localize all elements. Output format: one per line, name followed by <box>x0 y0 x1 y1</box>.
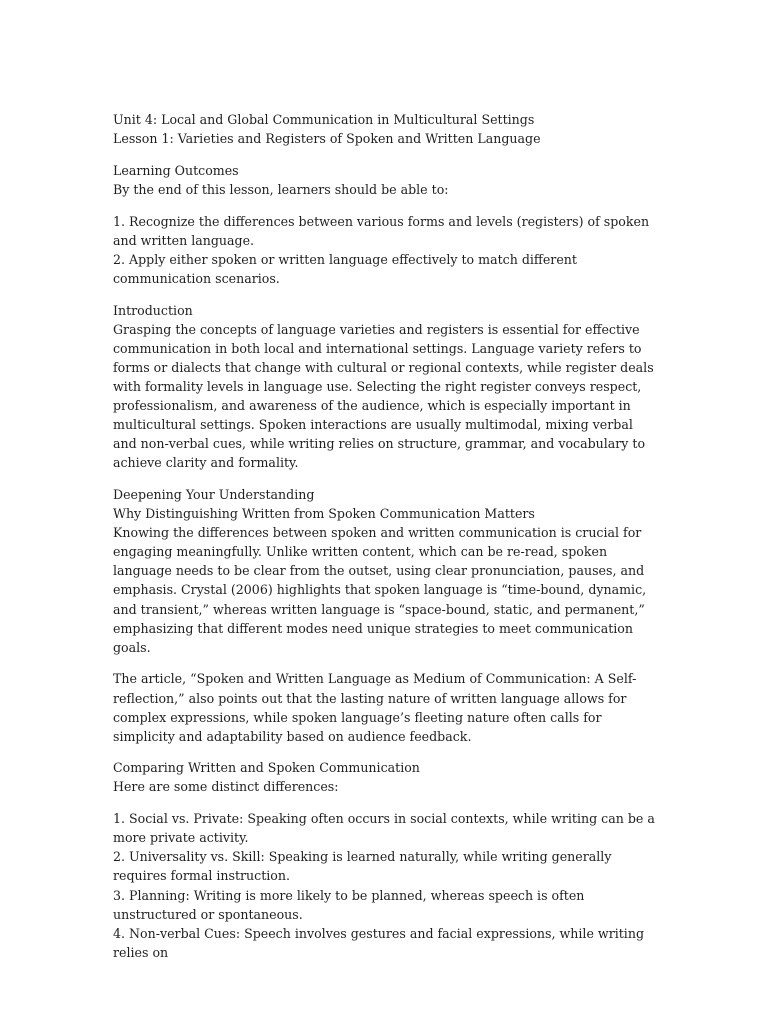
comparing-list <box>113 809 658 962</box>
list-item: 2. Universality vs. Skill: Speaking is learned naturally, while writing generally requires formal instruction. <box>113 849 612 884</box>
comparing-heading: Comparing Written and Spoken Communication <box>113 760 420 776</box>
document-page <box>113 110 658 975</box>
learning-outcomes-list <box>113 212 658 288</box>
deepening-subheading: Why Distinguishing Written from Spoken Communication Matters <box>113 506 535 522</box>
introduction-body: Grasping the concepts of language varieties and registers is essential for effective communication in both local and international settings. Language variety refers to forms or dialects that change with cultural or regional contexts, while register deals with formality levels in language use. Selecting the right register conveys respect, professionalism, and awareness of the audience, which is especially important in multicultural settings. Spoken interactions are usually multimodal, mixing verbal and non-verbal cues, while writing relies on structure, grammar, and vocabulary to achieve clarity and formality. <box>113 321 654 471</box>
introduction-heading: Introduction <box>113 302 193 318</box>
list-item: 1. Social vs. Private: Speaking often occurs in social contexts, while writing can be a more private activity. <box>113 811 655 846</box>
list-item: 4. Non-verbal Cues: Speech involves gestures and facial expressions, while writing relies on <box>113 925 645 960</box>
unit-title: Unit 4: Local and Global Communication in Multicultural Settings <box>113 112 535 127</box>
title-block <box>113 110 658 148</box>
introduction-section <box>113 301 658 473</box>
comparing-header <box>113 758 658 796</box>
list-item: 2. Apply either spoken or written language effectively to match different communication scenarios. <box>113 251 577 286</box>
learning-outcomes-heading: Learning Outcomes <box>113 162 239 178</box>
comparing-intro: Here are some distinct differences: <box>113 779 339 795</box>
list-item: 1. Recognize the differences between various forms and levels (registers) of spoken and written language. <box>113 213 650 248</box>
deepening-body: Knowing the differences between spoken and written communication is crucial for engaging meaningfully. Unlike written content, which can be re-read, spoken language needs to be clear from the outset, using clear pronunciation, pauses, and emphasis. Crystal (2006) highlights that spoken language is “time-bound, dynamic, and transient,” whereas written language is “space-bound, static, and permanent,” emphasizing that different modes need unique strategies to meet communication goals. <box>113 525 647 655</box>
deepening-section <box>113 485 658 657</box>
list-item: 3. Planning: Writing is more likely to be planned, whereas speech is often unstructured or spontaneous. <box>113 887 585 922</box>
article-paragraph <box>113 669 658 745</box>
learning-outcomes-intro: By the end of this lesson, learners should be able to: <box>113 181 449 197</box>
lesson-title: Lesson 1: Varieties and Registers of Spoken and Written Language <box>113 131 541 147</box>
deepening-heading: Deepening Your Understanding <box>113 486 315 502</box>
article-body: The article, “Spoken and Written Language as Medium of Communication: A Self-reflection,” also points out that the lasting nature of written language allows for complex expressions, while spoken language’s fleeting nature often calls for simplicity and adaptability based on audience feedback. <box>113 671 637 744</box>
learning-outcomes-header <box>113 161 658 199</box>
